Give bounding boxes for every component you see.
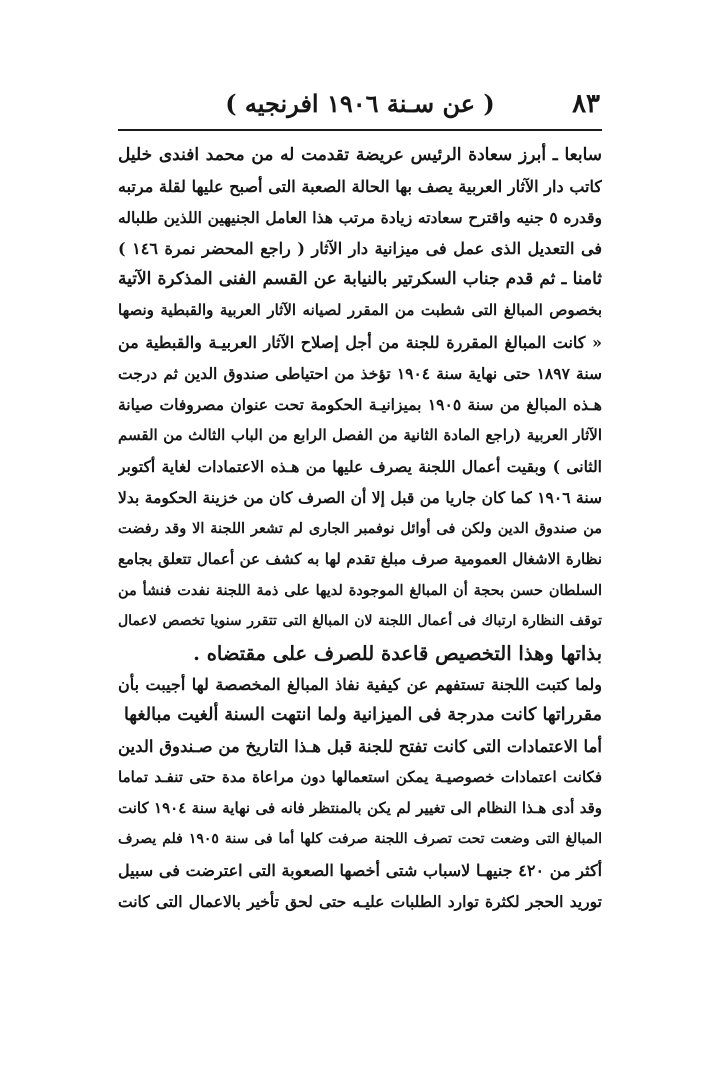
body-text [118,140,602,917]
text-line: توريد الحجر لكثرة توارد الطلبات عليـه حتى لحق تأخير بالاعمال التى كانت [118,892,602,912]
text-line: من صندوق الدين ولكن فى أوائل نوفمبر الجارى لم تشعر اللجنة الا وقد رفضت [118,520,602,538]
header-rule [118,129,602,131]
page-header [120,86,600,126]
running-head: ( عن سـنة ١٩٠٦ افرنجيه ) [225,89,495,118]
text-line: سنة ١٩٠٦ كما كان جاريا من قبل إلا أن الصرف كان من خزينة الحكومة بدلا [118,488,602,508]
text-line: السلطان حسن بحجة أن المبالغ الموجودة لديها على ذمة اللجنة نفدت فنشأ من [118,582,602,600]
text-line: بذاتها وهذا التخصيص قاعدة للصرف على مقتضاه . [193,641,602,665]
text-line: سابعا ـ أبرز سعادة الرئيس عريضة تقدمت له من محمد افندى خليل [118,145,602,165]
text-line: وقدره ٥ جنيه واقترح سعادته زيادة مرتب هذا العامل الجنيهين اللذين طلباله [118,208,602,228]
text-line: وقد أدى هـذا النظام الى تغيير لم يكن بالمنتظر فانه فى نهاية سنة ١٩٠٤ كانت [118,798,602,817]
page-number: ٨٣ [572,89,600,119]
text-line: نظارة الاشغال العمومية صرف مبلغ تقدم لها به كشف عن أعمال تتعلق بجامع [118,550,602,569]
text-line: هـذه المبالغ من سنة ١٩٠٥ بميزانيـة الحكومة تحت عنوان مصروفات صيانة [118,394,602,414]
text-line: فى التعديل الذى عمل فى ميزانية دار الآثار ( راجع المحضر نمرة ١٤٦ ) [118,239,602,259]
text-line: الآثار العربية (راجع المادة الثانية من الفصل الرابع من الباب الثالث من القسم [118,425,602,444]
text-line: كاتب دار الآثار العربية يصف بها الحالة الصعبة التى أصبح عليها لقلة مرتبه [118,177,602,197]
text-line: سنة ١٨٩٧ حتى نهاية سنة ١٩٠٤ تؤخذ من احتياطى صندوق الدين ثم درجت [118,363,602,383]
text-line: « كانت المبالغ المقررة للجنة من أجل إصلاح الآثار العربيـة والقبطية من [118,332,602,352]
text-line: بخصوص المبالغ التى شطبت من المقرر لصيانه الآثار العربية والقبطية ونصها [118,301,602,320]
text-line: توقف النظارة ارتباك فى أعمال اللجنة لان المبالغ التى تتقرر سنويا تخصص لاعمال [118,613,602,630]
text-line: فكانت اعتمادات خصوصيـة يمكن استعمالها دون مراعاة مدة حتى تنفـد تماما [118,767,602,786]
text-line: ولما كتبت اللجنة تستفهم عن كيفية نفاذ المبالغ المخصصة لها أجيبت بأن [118,674,602,694]
text-line: ثامنا ـ ثم قدم جناب السكرتير بالنيابة عن القسم الفنى المذكرة الآتية [118,269,602,290]
text-line: مقرراتها كانت مدرجة فى الميزانية ولما انتهت السنة ألغيت مبالغها [123,704,602,725]
text-line: أما الاعتمادات التى كانت تفتح للجنة قبل هـذا التاريخ من صـندوق الدين [118,736,602,756]
text-line: الثانى ) وبقيت أعمال اللجنة يصرف عليها من هـذه الاعتمادات لغاية أكتوبر [118,456,602,476]
text-line: المبالغ التى وضعت تحت تصرف اللجنة صرفت كلها أما فى سنة ١٩٠٥ فلم يصرف [118,831,602,848]
text-line: أكثر من ٤٢٠ جنيهـا لاسباب شتى أخصها الصعوبة التى اعترضت فى سبيل [118,861,602,881]
